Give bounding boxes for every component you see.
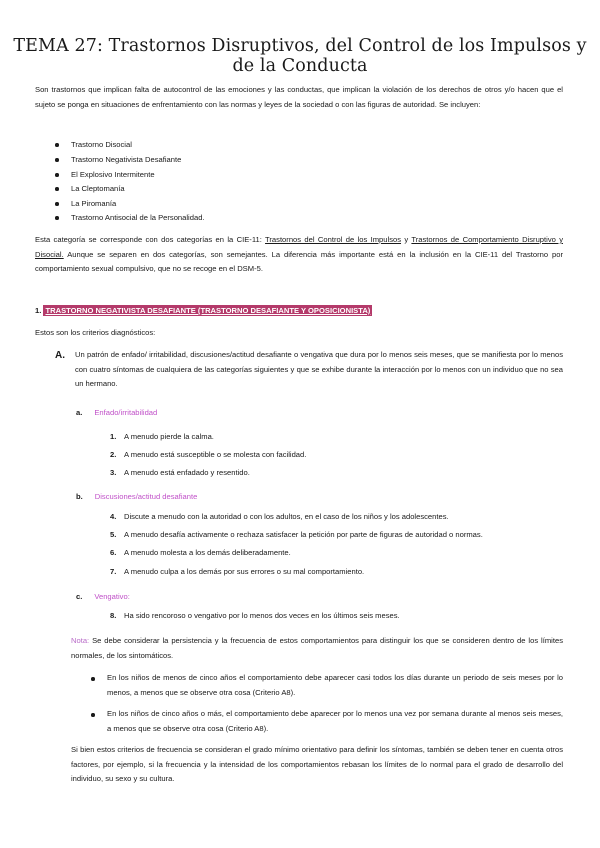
bullet-icon <box>55 158 59 162</box>
note-bullet: En los niños de cinco años o más, el comportamiento debe aparecer por lo menos una vez por semana durante al menos seis meses, a menos que se observe otra cosa (Criterio A8). <box>91 708 563 738</box>
bullet-icon <box>55 216 59 220</box>
bullet-icon <box>55 173 59 177</box>
bullet-icon <box>55 187 59 191</box>
subcategory-heading: a. Enfado/irritabilidad <box>76 408 158 417</box>
criterion-item: 4. Discute a menudo con la autoridad o con los adultos, en el caso de los niños y los adolescentes. <box>110 512 449 521</box>
cie-category-link-2: Trastornos de Comportamiento Disruptivo y Disocial. <box>35 235 563 259</box>
closing-paragraph: Si bien estos criterios de frecuencia se consideran el grado mínimo orientativo para definir los síntomas, también se deben tener en cuenta otros factores, por ejemplo, si la frecuencia y la intensidad de los comportamientos rebasan los límites de lo normal para el grado de desarrollo del individuo, su sexo y su cultura. <box>71 745 563 783</box>
criterion-item: 8. Ha sido rencoroso o vengativo por lo menos dos veces en los últimos seis meses. <box>110 611 400 620</box>
list-item: El Explosivo Intermitente <box>55 168 355 181</box>
criterion-item: 7. A menudo culpa a los demás por sus errores o su mal comportamiento. <box>110 567 365 576</box>
list-item: Trastorno Antisocial de la Personalidad. <box>55 211 355 224</box>
category-paragraph: Esta categoría se corresponde con dos categorías en la CIE-11: Trastornos del Control de los Impulsos y Trastornos de Comportamiento Disruptivo y Disocial. Aunque se separen en dos categorías, son semejantes. La diferencia más importante está en la inclusión en la CIE-11 del Trastorno por comportamiento sexual compulsivo, que no se recoge en el DSM-5. <box>35 235 563 273</box>
bullet-icon <box>55 202 59 206</box>
bullet-icon <box>91 713 95 717</box>
intro-paragraph: Son trastornos que implican falta de autocontrol de las emociones y las conductas, que implican la violación de los derechos de otros y/o hacen que el sujeto se ponga en situaciones de enfrentamiento con las normas y leyes de la sociedad o con las figuras de autoridad. Se incluyen: <box>35 85 563 109</box>
criterion-item: 1. A menudo pierde la calma. <box>110 432 214 441</box>
page-title: TEMA 27: Trastornos Disruptivos, del Control de los Impulsos y de la Conducta <box>13 36 587 76</box>
note-label: Nota: <box>71 636 90 645</box>
section-heading: 1. TRASTORNO NEGATIVISTA DESAFIANTE (TRASTORNO DESAFIANTE Y OPOSICIONISTA) <box>35 306 371 315</box>
list-item: Trastorno Disocial <box>55 138 355 151</box>
bullet-icon <box>55 143 59 147</box>
criteria-intro: Estos son los criterios diagnósticos: <box>35 328 156 337</box>
criterion-letter: A. <box>55 350 65 361</box>
cie-category-link-1: Trastornos del Control de los Impulsos <box>265 235 402 244</box>
criterion-item: 6. A menudo molesta a los demás deliberadamente. <box>110 548 291 557</box>
criterion-item: 5. A menudo desafía activamente o rechaza satisfacer la petición por parte de figuras de autoridad o normas. <box>110 530 483 539</box>
criterion-a-text: Un patrón de enfado/ irritabilidad, discusiones/actitud desafiante o vengativa que dura por lo menos seis meses, que se manifiesta por lo menos con cuatro síntomas de cualquiera de las categorías siguientes y que se exhibe durante la interacción por lo menos con un individuo que no sea un hermano. <box>75 350 563 388</box>
subcategory-heading: c. Vengativo: <box>76 592 130 601</box>
note-paragraph: Nota: Se debe considerar la persistencia y la frecuencia de estos comportamientos para distinguir los que se consideren dentro de los límites normales, de los sintomáticos. <box>71 636 563 660</box>
note-bullet: En los niños de menos de cinco años el comportamiento debe aparecer casi todos los días durante un periodo de seis meses por lo menos, a menos que se observe otra cosa (Criterio A8). <box>91 672 563 702</box>
bullet-icon <box>91 677 95 681</box>
list-item: La Cleptomanía <box>55 182 355 195</box>
list-item: Trastorno Negativista Desafiante <box>55 153 355 166</box>
list-item: La Piromanía <box>55 197 355 210</box>
subcategory-heading: b. Discusiones/actitud desafiante <box>76 492 198 501</box>
highlighted-section-title: TRASTORNO NEGATIVISTA DESAFIANTE (TRASTORNO DESAFIANTE Y OPOSICIONISTA) <box>45 306 371 315</box>
criterion-item: 2. A menudo está susceptible o se molesta con facilidad. <box>110 450 307 459</box>
criterion-item: 3. A menudo está enfadado y resentido. <box>110 468 250 477</box>
